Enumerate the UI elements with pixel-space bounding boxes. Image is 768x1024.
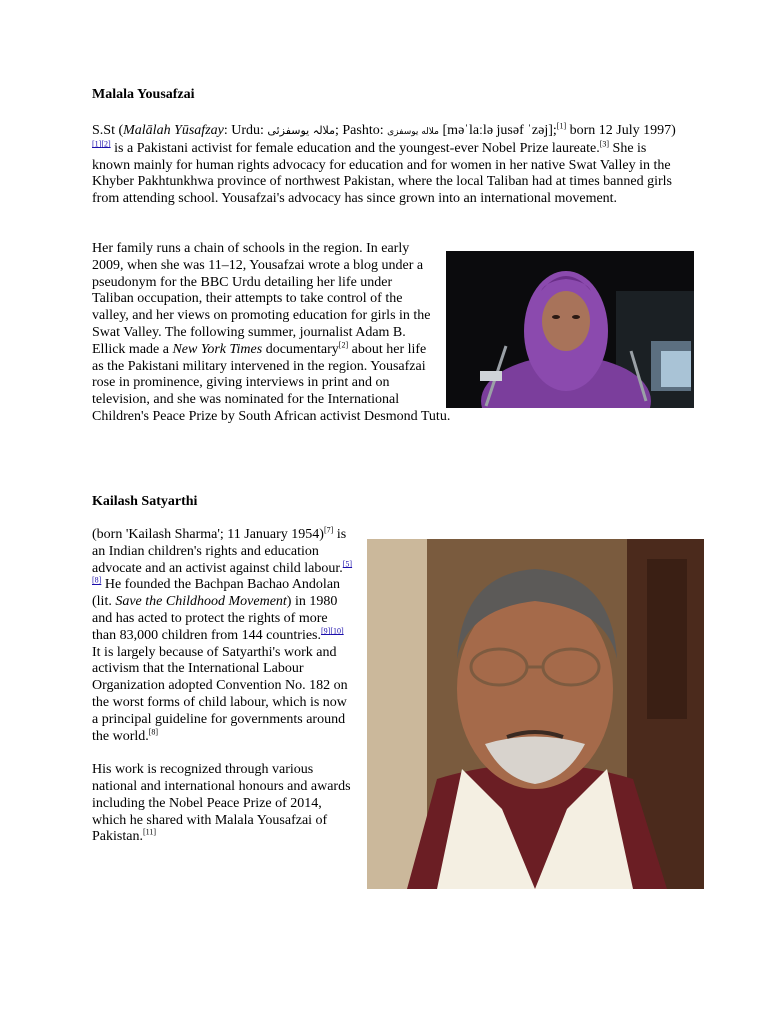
activist-text: is an Indian children's rights and education advocate and an activist against child labour. bbox=[92, 527, 347, 576]
pashto-name: ملاله یوسفزی bbox=[387, 127, 440, 137]
citation-link[interactable]: [9] bbox=[321, 626, 331, 636]
ilo-text: It is largely because of Satyarthi's work and activism that the International Labour Organization adopted Convention No. 182 on the worst forms of child labour, which is now a principal guideline for governments around the world. bbox=[92, 644, 348, 744]
citation-link[interactable]: [5] bbox=[342, 558, 353, 568]
citation-link[interactable]: [2] bbox=[101, 139, 111, 149]
birth-text: born 12 July 1997) bbox=[566, 123, 676, 138]
romanized-name: Malālah Yūsafzay bbox=[123, 123, 224, 138]
citation-ref: [11] bbox=[142, 827, 156, 837]
nyt-title: New York Times bbox=[172, 341, 263, 357]
malala-paragraph-2 bbox=[92, 241, 682, 426]
citation-link[interactable]: [1] bbox=[92, 139, 102, 149]
kailash-photo bbox=[367, 539, 704, 889]
prominence-text: about her life as the Pakistani military intervened in the region. Yousafzai rose in prominence, giving interviews in print and on television, and she was nominated for the International Children's Peace Prize by South African activist Desmond Tutu. bbox=[92, 341, 451, 424]
malala-photo bbox=[446, 251, 694, 408]
citation-link[interactable]: [8] bbox=[92, 575, 102, 585]
citation-ref: [8] bbox=[148, 726, 159, 736]
ipa-pronunciation: [məˈlaːlə jusəf ˈzəj]; bbox=[439, 123, 557, 138]
malala-paragraph-1 bbox=[92, 123, 682, 208]
kailash-paragraph-1 bbox=[92, 527, 682, 889]
blog-text: Her family runs a chain of schools in the region. In early 2009, when she was 11–12, Yousafzai wrote a blog under a pseudonym for the BBC Urdu detailing her life under Taliban occupation, their attempts to take control of the valley, and her views on promoting education for girls in the Swat Valley. The following summer, journalist Adam B. Ellick made a bbox=[92, 241, 431, 357]
founded-text: He founded the Bachpan Bachao Andolan (lit. bbox=[92, 577, 341, 610]
urdu-label: : Urdu: bbox=[223, 123, 268, 138]
malala-heading: Malala Yousafzai bbox=[92, 87, 195, 102]
kailash-portrait-image bbox=[367, 539, 704, 889]
citation-ref: [7] bbox=[323, 525, 334, 535]
citation-link[interactable]: [10] bbox=[330, 626, 344, 636]
protection-text: ) in 1980 and has acted to protect the rights of more than 83,000 children from 144 countries. bbox=[92, 594, 338, 643]
pashto-label: ; Pashto: bbox=[335, 123, 388, 138]
intro-prefix: S.St ( bbox=[92, 123, 124, 138]
citation-ref: [3] bbox=[599, 139, 610, 149]
honours-text: His work is recognized through various national and international honours and awards including the Nobel Peace Prize of 2014, which he shared with Malala Yousafzai of Pakistan. bbox=[92, 762, 351, 845]
citation-ref: [1] bbox=[556, 121, 567, 131]
citation-ref: [2] bbox=[338, 340, 349, 350]
urdu-name: ملالہ یوسفزئی bbox=[267, 124, 335, 137]
documentary-text: documentary bbox=[262, 341, 339, 357]
advocacy-text: She is known mainly for human rights advocacy for education and for women in her native Swat Valley in the Khyber Pakhtunkhwa province of northwest Pakistan, where the local Taliban had at times banned girls from attending school. Yousafzai's advocacy has since grown into an international movement. bbox=[92, 140, 673, 207]
movement-translation: Save the Childhood Movement bbox=[115, 594, 287, 610]
birth-text: (born 'Kailash Sharma'; 11 January 1954) bbox=[92, 527, 324, 542]
malala-portrait-image bbox=[446, 251, 694, 408]
description-text: is a Pakistani activist for female education and the youngest-ever Nobel Prize laureate. bbox=[110, 140, 600, 156]
kailash-heading: Kailash Satyarthi bbox=[92, 494, 198, 509]
